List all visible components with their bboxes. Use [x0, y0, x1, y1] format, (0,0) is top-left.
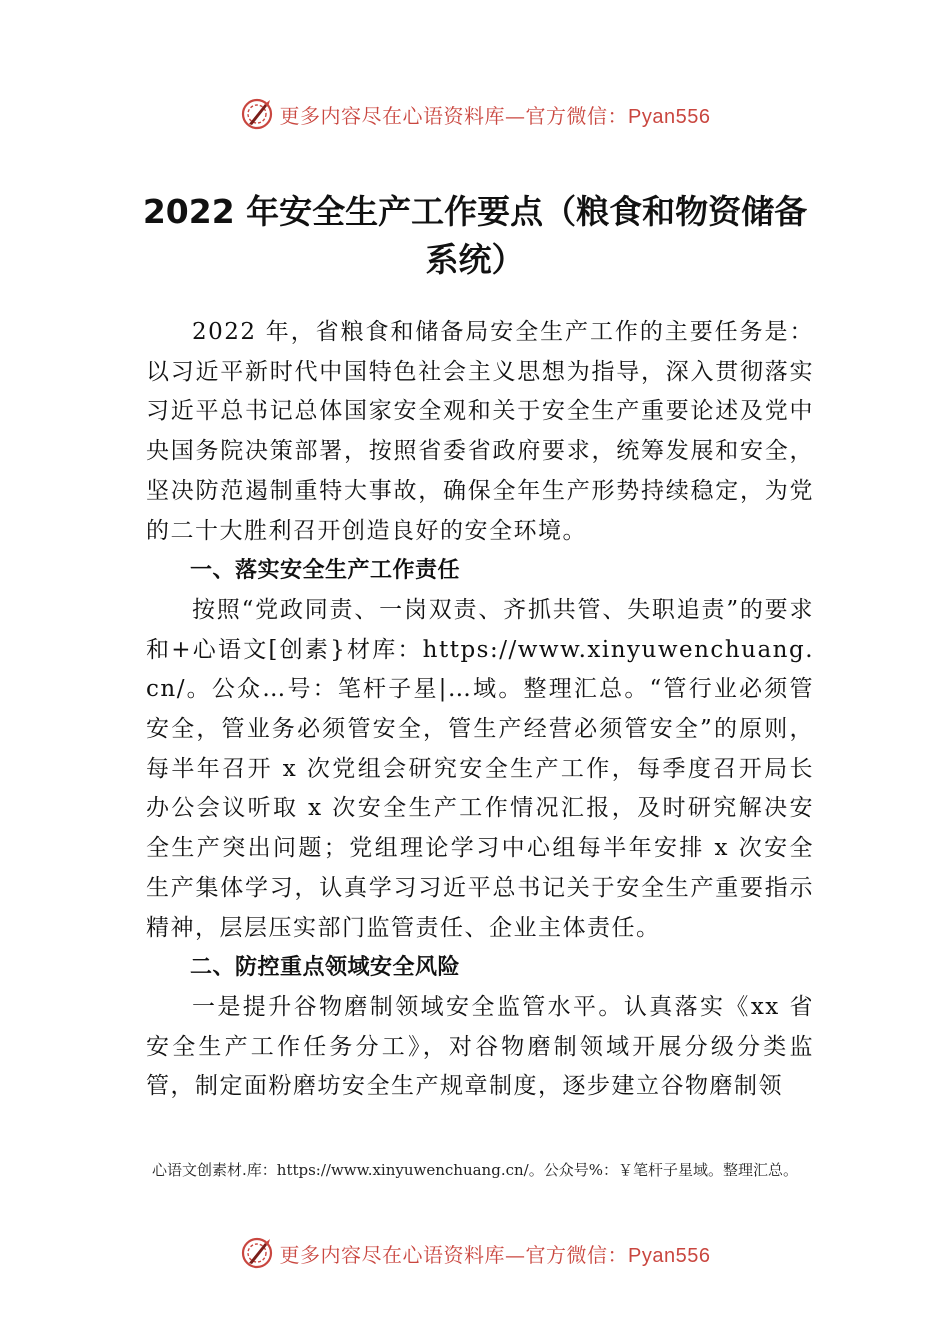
- wechat-id: Pyan556: [628, 1244, 711, 1267]
- section-2-paragraph: 一是提升谷物磨制领域安全监管水平。认真落实《xx 省安全生产工作任务分工》，对谷物磨制领域开展分级分类监管，制定面粉磨坊安全生产规章制度，逐步建立谷物磨制领: [146, 993, 814, 1100]
- footer-banner: [0, 1233, 950, 1273]
- banner-text: 更多内容尽在心语资料库—官方微信：Pyan556: [279, 103, 711, 128]
- intro-paragraph: 2022 年，省粮食和储备局安全生产工作的主要任务是：以习近平新时代中国特色社会主义思想为指导，深入贯彻落实习近平总书记总体国家安全观和关于安全生产重要论述及党中央国务院决策部署，按照省委省政府要求，统筹发展和安全，坚决防范遏制重特大事故，确保全年生产形势持续稳定，为党的二十大胜利召开创造良好的安全环境。: [146, 319, 814, 544]
- section-heading-2: 二、防控重点领域安全风险: [190, 955, 461, 981]
- quill-pen-circle-icon: [240, 97, 274, 131]
- header-banner: [0, 94, 950, 134]
- footer-note: 心语文创素材.库：https://www.xinyuwenchuang.cn/。公众号%：￥笔杆子星域。整理汇总。: [152, 1161, 798, 1179]
- section-1-paragraph: 按照“党政同责、一岗双责、齐抓共管、失职追责”的要求和+心语文[创素}材库：https://www.xinyuwenchuang.cn/。公众…号：笔杆子星|…域。整理汇总。“管行业必须管安全，管业务必须管安全，管生产经营必须管安全”的原则，每半年召开 x 次党组会研究安全生产工作，每季度召开局长办公会议听取 x 次安全生产工作情况汇报，及时研究解决安全生产突出问题；党组理论学习中心组每半年安排 x 次安全生产集体学习，认真学习习近平总书记关于安全生产重要指示精神，层层压实部门监管责任、企业主体责任。: [146, 596, 814, 941]
- banner-text: 更多内容尽在心语资料库—官方微信：Pyan556: [279, 1242, 711, 1267]
- wechat-id: Pyan556: [628, 105, 711, 128]
- quill-pen-circle-icon: [240, 1236, 274, 1270]
- document-title: 2022 年安全生产工作要点（粮食和物资储备系统）: [142, 192, 808, 279]
- section-heading-1: 一、落实安全生产工作责任: [190, 558, 461, 584]
- document-body: [146, 313, 814, 1107]
